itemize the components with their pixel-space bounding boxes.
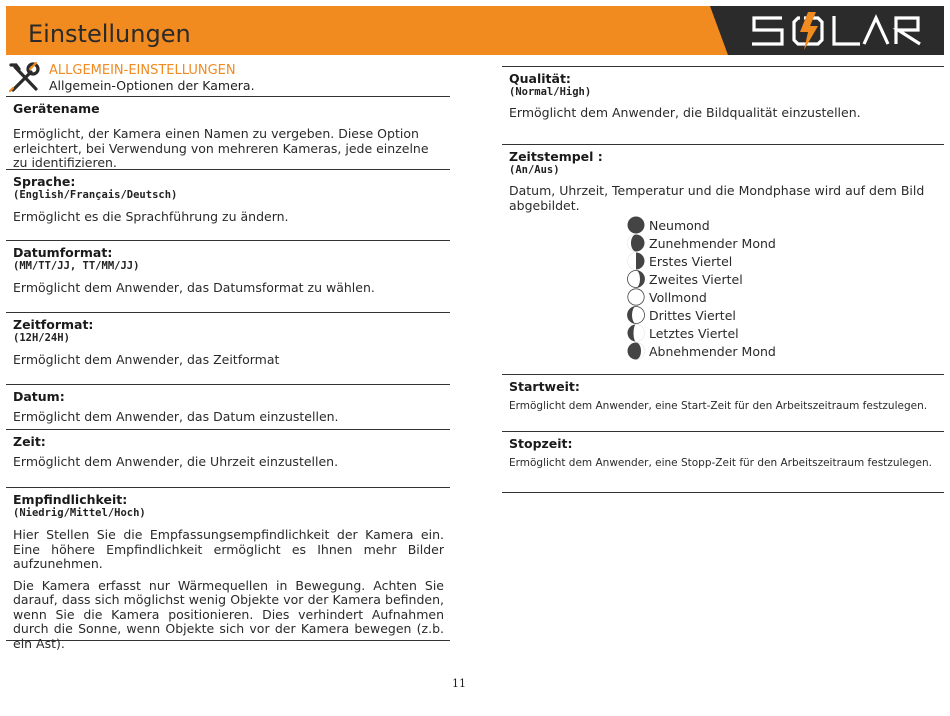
waxing-crescent-icon bbox=[627, 234, 645, 252]
waning-crescent-icon bbox=[627, 342, 645, 360]
moon-phase-label: Erstes Viertel bbox=[649, 253, 733, 269]
setting-description: Ermöglicht dem Anwender, das Datumsformat zu wählen. bbox=[13, 280, 375, 295]
brand-logo bbox=[728, 6, 944, 55]
setting-label: Stopzeit: bbox=[509, 436, 573, 451]
last-quarter-icon bbox=[627, 324, 645, 342]
setting-label: Startweit: bbox=[509, 379, 580, 394]
moon-phase-label: Abnehmender Mond bbox=[649, 343, 776, 359]
setting-options: (Niedrig/Mittel/Hoch) bbox=[13, 507, 146, 519]
moon-phase-label: Neumond bbox=[649, 217, 710, 233]
setting-label: Sprache: bbox=[13, 174, 76, 189]
moon-phase-label: Vollmond bbox=[649, 289, 707, 305]
setting-stop-time bbox=[502, 432, 944, 492]
setting-options: (English/Français/Deutsch) bbox=[13, 189, 178, 201]
setting-description: Ermöglicht dem Anwender, das Zeitformat bbox=[13, 352, 280, 367]
page-number: 11 bbox=[452, 677, 466, 690]
moon-phase-label: Letztes Viertel bbox=[649, 325, 739, 341]
waxing-gibbous-icon bbox=[627, 270, 645, 288]
moon-phase-item bbox=[627, 306, 938, 324]
solar-logo-icon bbox=[748, 12, 928, 50]
moon-phase-item bbox=[627, 270, 938, 288]
waning-gibbous-icon bbox=[627, 306, 645, 324]
divider bbox=[502, 492, 944, 493]
setting-quality bbox=[502, 67, 944, 144]
setting-options: (12H/24H) bbox=[13, 332, 70, 344]
setting-time bbox=[6, 430, 450, 487]
setting-label: Zeitstempel : bbox=[509, 149, 603, 164]
section-subtitle: Allgemein-Optionen der Kamera. bbox=[49, 78, 255, 93]
setting-label: Qualität: bbox=[509, 71, 571, 86]
tools-icon bbox=[6, 60, 42, 96]
setting-date-format bbox=[6, 241, 450, 312]
left-column bbox=[6, 58, 450, 651]
setting-label: Gerätename bbox=[13, 101, 100, 116]
moon-phase-item bbox=[627, 324, 938, 342]
setting-timestamp bbox=[502, 145, 944, 374]
moon-phase-label: Zunehmender Mond bbox=[649, 235, 776, 251]
moon-phase-list bbox=[627, 216, 938, 360]
setting-options: (Normal/High) bbox=[509, 86, 592, 98]
moon-phase-item bbox=[627, 252, 938, 270]
general-settings-heading bbox=[6, 58, 450, 96]
divider bbox=[6, 640, 450, 641]
setting-description: Ermöglicht dem Anwender, eine Stopp-Zeit für den Arbeitszeitraum festzulegen. bbox=[509, 457, 932, 469]
moon-phase-item bbox=[627, 342, 938, 360]
full-moon-icon bbox=[627, 288, 645, 306]
setting-options: (MM/TT/JJ, TT/MM/JJ) bbox=[13, 260, 140, 272]
setting-time-format bbox=[6, 313, 450, 384]
setting-description: Hier Stellen Sie die Empfassungsempfindlichkeit der Kamera ein. Eine höhere Empfindlichkeit ermöglicht es Ihnen mehr Bilder aufzunehmen. bbox=[13, 527, 444, 571]
setting-description: Ermöglicht dem Anwender, die Uhrzeit einzustellen. bbox=[13, 454, 339, 469]
setting-sensitivity bbox=[6, 488, 450, 651]
setting-description: Datum, Uhrzeit, Temperatur und die Mondphase wird auf dem Bild abgebildet. bbox=[509, 183, 925, 213]
moon-phase-label: Drittes Viertel bbox=[649, 307, 736, 323]
page-title: Einstellungen bbox=[28, 20, 191, 48]
setting-description: Ermöglicht dem Anwender, die Bildqualität einzustellen. bbox=[509, 105, 861, 120]
setting-description: Ermöglicht es die Sprachführung zu ändern. bbox=[13, 209, 289, 224]
setting-label: Datumformat: bbox=[13, 245, 113, 260]
setting-label: Zeitformat: bbox=[13, 317, 94, 332]
moon-phase-item bbox=[627, 234, 938, 252]
first-quarter-icon bbox=[627, 252, 645, 270]
setting-language bbox=[6, 170, 450, 240]
moon-phase-label: Zweites Viertel bbox=[649, 271, 743, 287]
setting-label: Datum: bbox=[13, 389, 65, 404]
section-title: ALLGEMEIN-EINSTELLUNGEN bbox=[49, 63, 236, 78]
setting-device-name bbox=[6, 97, 450, 169]
setting-description: Ermöglicht dem Anwender, das Datum einzustellen. bbox=[13, 409, 339, 424]
setting-description-note: Die Kamera erfasst nur Wärmequellen in Bewegung. Achten Sie darauf, dass sich möglichst wenig Objekte vor der Kamera befinden, wenn Sie die Kamera positionieren. Dies verhindert Aufnahmen durch die Sonne, wenn Objekte sich vor der Kamera bewegen (z.b. ein Ast). bbox=[13, 577, 444, 651]
moon-phase-item bbox=[627, 288, 938, 306]
setting-date bbox=[6, 385, 450, 429]
setting-label: Empfindlichkeit: bbox=[13, 492, 128, 507]
new-moon-icon bbox=[627, 216, 645, 234]
setting-start-time bbox=[502, 375, 944, 431]
setting-options: (An/Aus) bbox=[509, 164, 560, 176]
page-header bbox=[6, 6, 944, 55]
setting-description: Ermöglicht dem Anwender, eine Start-Zeit für den Arbeitszeitraum festzulegen. bbox=[509, 400, 928, 412]
setting-description: Ermöglicht, der Kamera einen Namen zu vergeben. Diese Option erleichtert, bei Verwendung von mehreren Kameras, jede einzelne zu identifizieren. bbox=[13, 126, 429, 170]
right-column bbox=[502, 66, 944, 493]
setting-label: Zeit: bbox=[13, 434, 46, 449]
moon-phase-item bbox=[627, 216, 938, 234]
